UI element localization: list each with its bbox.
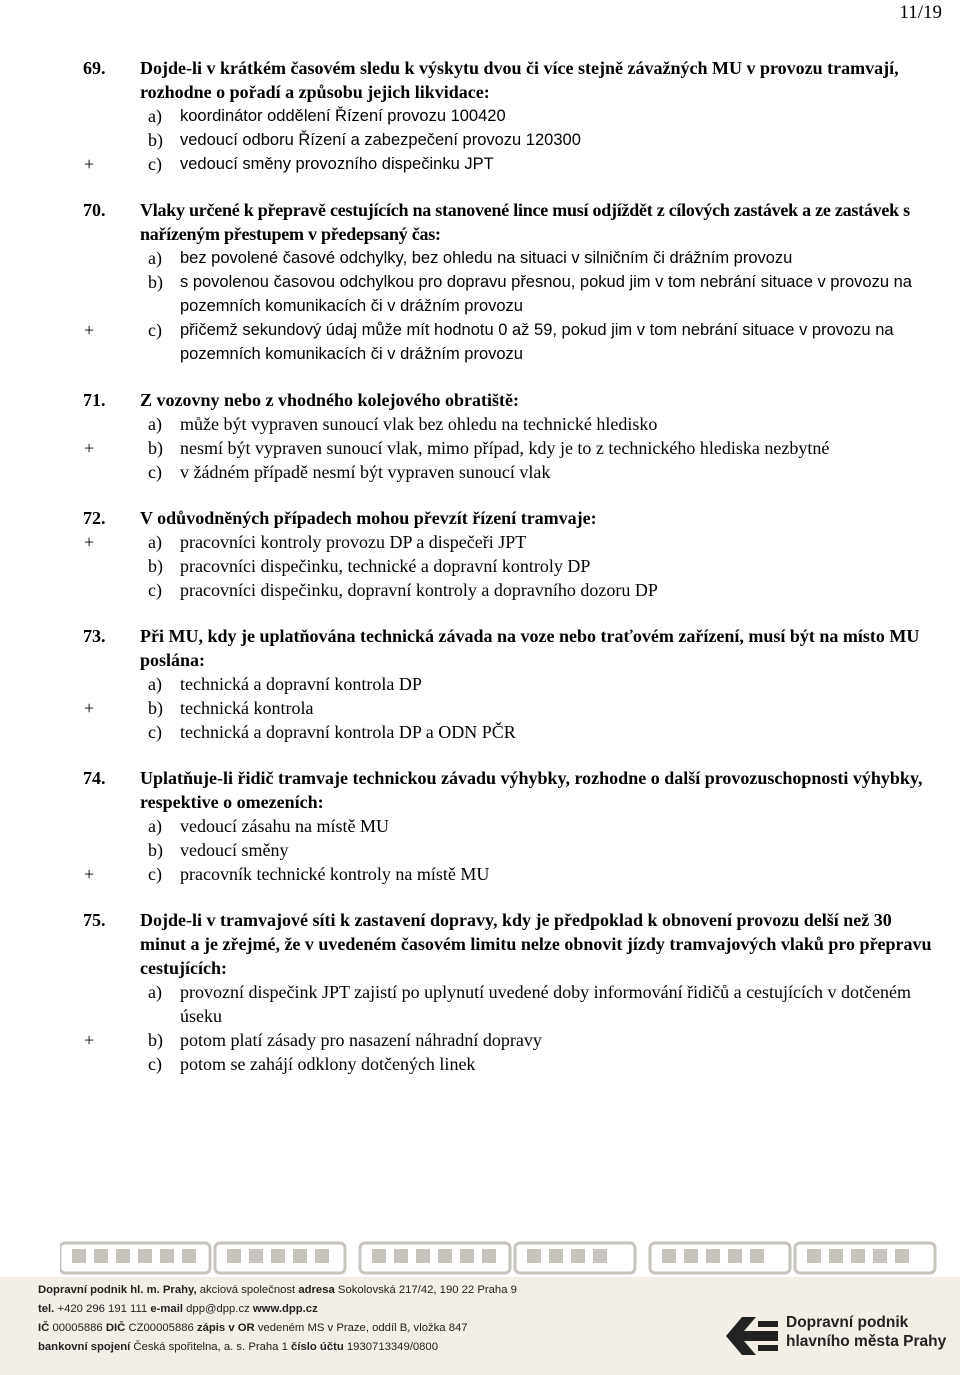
answer-option [0, 104, 960, 128]
question-number: 69. [83, 58, 106, 78]
answer-text: pracovník technické kontroly na místě MU [180, 864, 490, 884]
question-number: 75. [83, 910, 106, 930]
answer-option [0, 128, 960, 152]
correct-answer-marker: + [84, 698, 95, 718]
question-number: 74. [83, 768, 106, 788]
answer-option [0, 318, 960, 366]
question-3 [0, 506, 960, 602]
answer-letter: a) [148, 414, 162, 434]
footer-line-address: Dopravní podnik hl. m. Prahy, akciová společnost adresa Sokolovská 217/42, 190 22 Praha 9 [38, 1284, 517, 1296]
answer-text: provozní dispečink JPT zajistí po uplynutí uvedené doby informování řidičů a cestujících v dotčeném úseku [180, 982, 912, 1026]
answer-text: přičemž sekundový údaj může mít hodnotu 0 až 59, pokud jim v tom nebrání situace v provozu na pozemních komunikacích či v drážním provozu [180, 321, 894, 363]
correct-answer-marker: + [84, 438, 95, 458]
answer-text: pracovníci dispečinku, technické a dopravní kontroly DP [180, 556, 591, 576]
answer-option [0, 862, 960, 886]
answer-text: nesmí být vypraven sunoucí vlak, mimo případ, kdy je to z technického hlediska nezbytné [180, 438, 830, 458]
question-text: Dojde-li v krátkém časovém sledu k výskytu dvou či více stejně závažných MU v provozu tramvají, rozhodne o pořadí a způsobu jejich likvidace: [140, 58, 899, 102]
question-1 [0, 198, 960, 366]
question-2 [0, 388, 960, 484]
answer-letter: b) [148, 698, 163, 718]
answer-text: potom se zahájí odklony dotčených linek [180, 1054, 476, 1074]
question-text: Vlaky určené k přepravě cestujících na stanovené lince musí odjíždět z cílových zastávek a ze zastávek s nařízeným přestupem v předepsaný čas: [140, 200, 910, 244]
question-text: Uplatňuje-li řidič tramvaje technickou závadu výhybky, rozhodne o další provozuschopnosti výhybky, respektive o omezeních: [140, 768, 923, 812]
answer-text: potom platí zásady pro nasazení náhradní dopravy [180, 1030, 542, 1050]
question-number: 70. [83, 200, 106, 220]
question-0 [0, 56, 960, 176]
answer-option [0, 1028, 960, 1052]
answer-option [0, 696, 960, 720]
answer-letter: c) [148, 1054, 162, 1074]
answer-letter: a) [148, 982, 162, 1002]
question-list [0, 56, 960, 1098]
letterhead-footer [0, 1225, 960, 1375]
question-text: Při MU, kdy je uplatňována technická závada na voze nebo traťovém zařízení, musí být na místo MU poslána: [140, 626, 920, 670]
page-number: 11/19 [899, 2, 942, 23]
answer-letter: a) [148, 532, 162, 552]
answer-text: vedoucí zásahu na místě MU [180, 816, 389, 836]
answer-text: bez povolené časové odchylky, bez ohledu na situaci v silničním či drážním provozu [180, 249, 793, 267]
answer-letter: a) [148, 816, 162, 836]
answer-letter: c) [148, 154, 162, 174]
answer-option [0, 412, 960, 436]
answer-text: pracovníci dispečinku, dopravní kontroly a dopravního dozoru DP [180, 580, 658, 600]
answer-text: technická kontrola [180, 698, 314, 718]
answer-option [0, 578, 960, 602]
correct-answer-marker: + [84, 532, 95, 552]
question-number: 71. [83, 390, 106, 410]
question-4 [0, 624, 960, 744]
question-number: 73. [83, 626, 106, 646]
company-name: Dopravní podnik hlavního města Prahy [786, 1314, 947, 1350]
footer-line-bank: bankovní spojení Česká spořitelna, a. s. Praha 1 číslo účtu 1930713349/0800 [38, 1341, 439, 1353]
footer-line-registration: IČ 00005886 DIČ CZ00005886 zápis v OR vedeném MS v Praze, oddíl B, vložka 847 [38, 1322, 468, 1334]
question-text: Z vozovny nebo z vhodného kolejového obratiště: [140, 390, 520, 410]
answer-option [0, 152, 960, 176]
footer-contact-info [38, 1281, 517, 1357]
question-5 [0, 766, 960, 886]
question-6 [0, 908, 960, 1076]
answer-option [0, 436, 960, 460]
correct-answer-marker: + [84, 320, 95, 340]
answer-text: vedoucí směny provozního dispečinku JPT [180, 155, 494, 173]
question-text: V odůvodněných případech mohou převzít řízení tramvaje: [140, 508, 597, 528]
dpp-logo-icon [722, 1313, 782, 1359]
answer-letter: b) [148, 438, 163, 458]
correct-answer-marker: + [84, 864, 95, 884]
answer-text: s povolenou časovou odchylkou pro dopravu přesnou, pokud jim v tom nebrání situace v provozu na pozemních komunikacích či v drážním provozu [180, 273, 912, 315]
answer-option [0, 530, 960, 554]
answer-letter: b) [148, 1030, 163, 1050]
answer-text: pracovníci kontroly provozu DP a dispečeři JPT [180, 532, 527, 552]
answer-letter: c) [148, 864, 162, 884]
answer-text: koordinátor oddělení Řízení provozu 100420 [180, 107, 506, 125]
answer-option [0, 814, 960, 838]
answer-letter: c) [148, 580, 162, 600]
answer-letter: b) [148, 840, 163, 860]
answer-option [0, 270, 960, 318]
question-number: 72. [83, 508, 106, 528]
answer-option [0, 460, 960, 484]
answer-option [0, 980, 960, 1028]
answer-text: vedoucí odboru Řízení a zabezpečení provozu 120300 [180, 131, 581, 149]
answer-letter: b) [148, 556, 163, 576]
answer-letter: b) [148, 272, 163, 292]
answer-option [0, 672, 960, 696]
answer-option [0, 1052, 960, 1076]
answer-option [0, 838, 960, 862]
answer-option [0, 554, 960, 578]
answer-option [0, 720, 960, 744]
answer-text: technická a dopravní kontrola DP a ODN PČR [180, 722, 516, 742]
footer-line-contact: tel. +420 296 191 111 e-mail dpp@dpp.cz www.dpp.cz [38, 1303, 318, 1315]
answer-text: může být vypraven sunoucí vlak bez ohledu na technické hledisko [180, 414, 658, 434]
answer-letter: c) [148, 462, 162, 482]
answer-letter: a) [148, 248, 162, 268]
answer-option [0, 246, 960, 270]
question-text: Dojde-li v tramvajové síti k zastavení dopravy, kdy je předpoklad k obnovení provozu delší než 30 minut a je zřejmé, že v uvedeném časovém limitu nelze obnovit jízdy tramvajových vlaků pro přepravu cestujících: [140, 910, 932, 978]
answer-text: vedoucí směny [180, 840, 289, 860]
correct-answer-marker: + [84, 154, 95, 174]
answer-letter: a) [148, 106, 162, 126]
answer-letter: a) [148, 674, 162, 694]
correct-answer-marker: + [84, 1030, 95, 1050]
answer-letter: b) [148, 130, 163, 150]
answer-text: v žádném případě nesmí být vypraven sunoucí vlak [180, 462, 551, 482]
answer-letter: c) [148, 722, 162, 742]
answer-letter: c) [148, 320, 162, 340]
answer-text: technická a dopravní kontrola DP [180, 674, 422, 694]
